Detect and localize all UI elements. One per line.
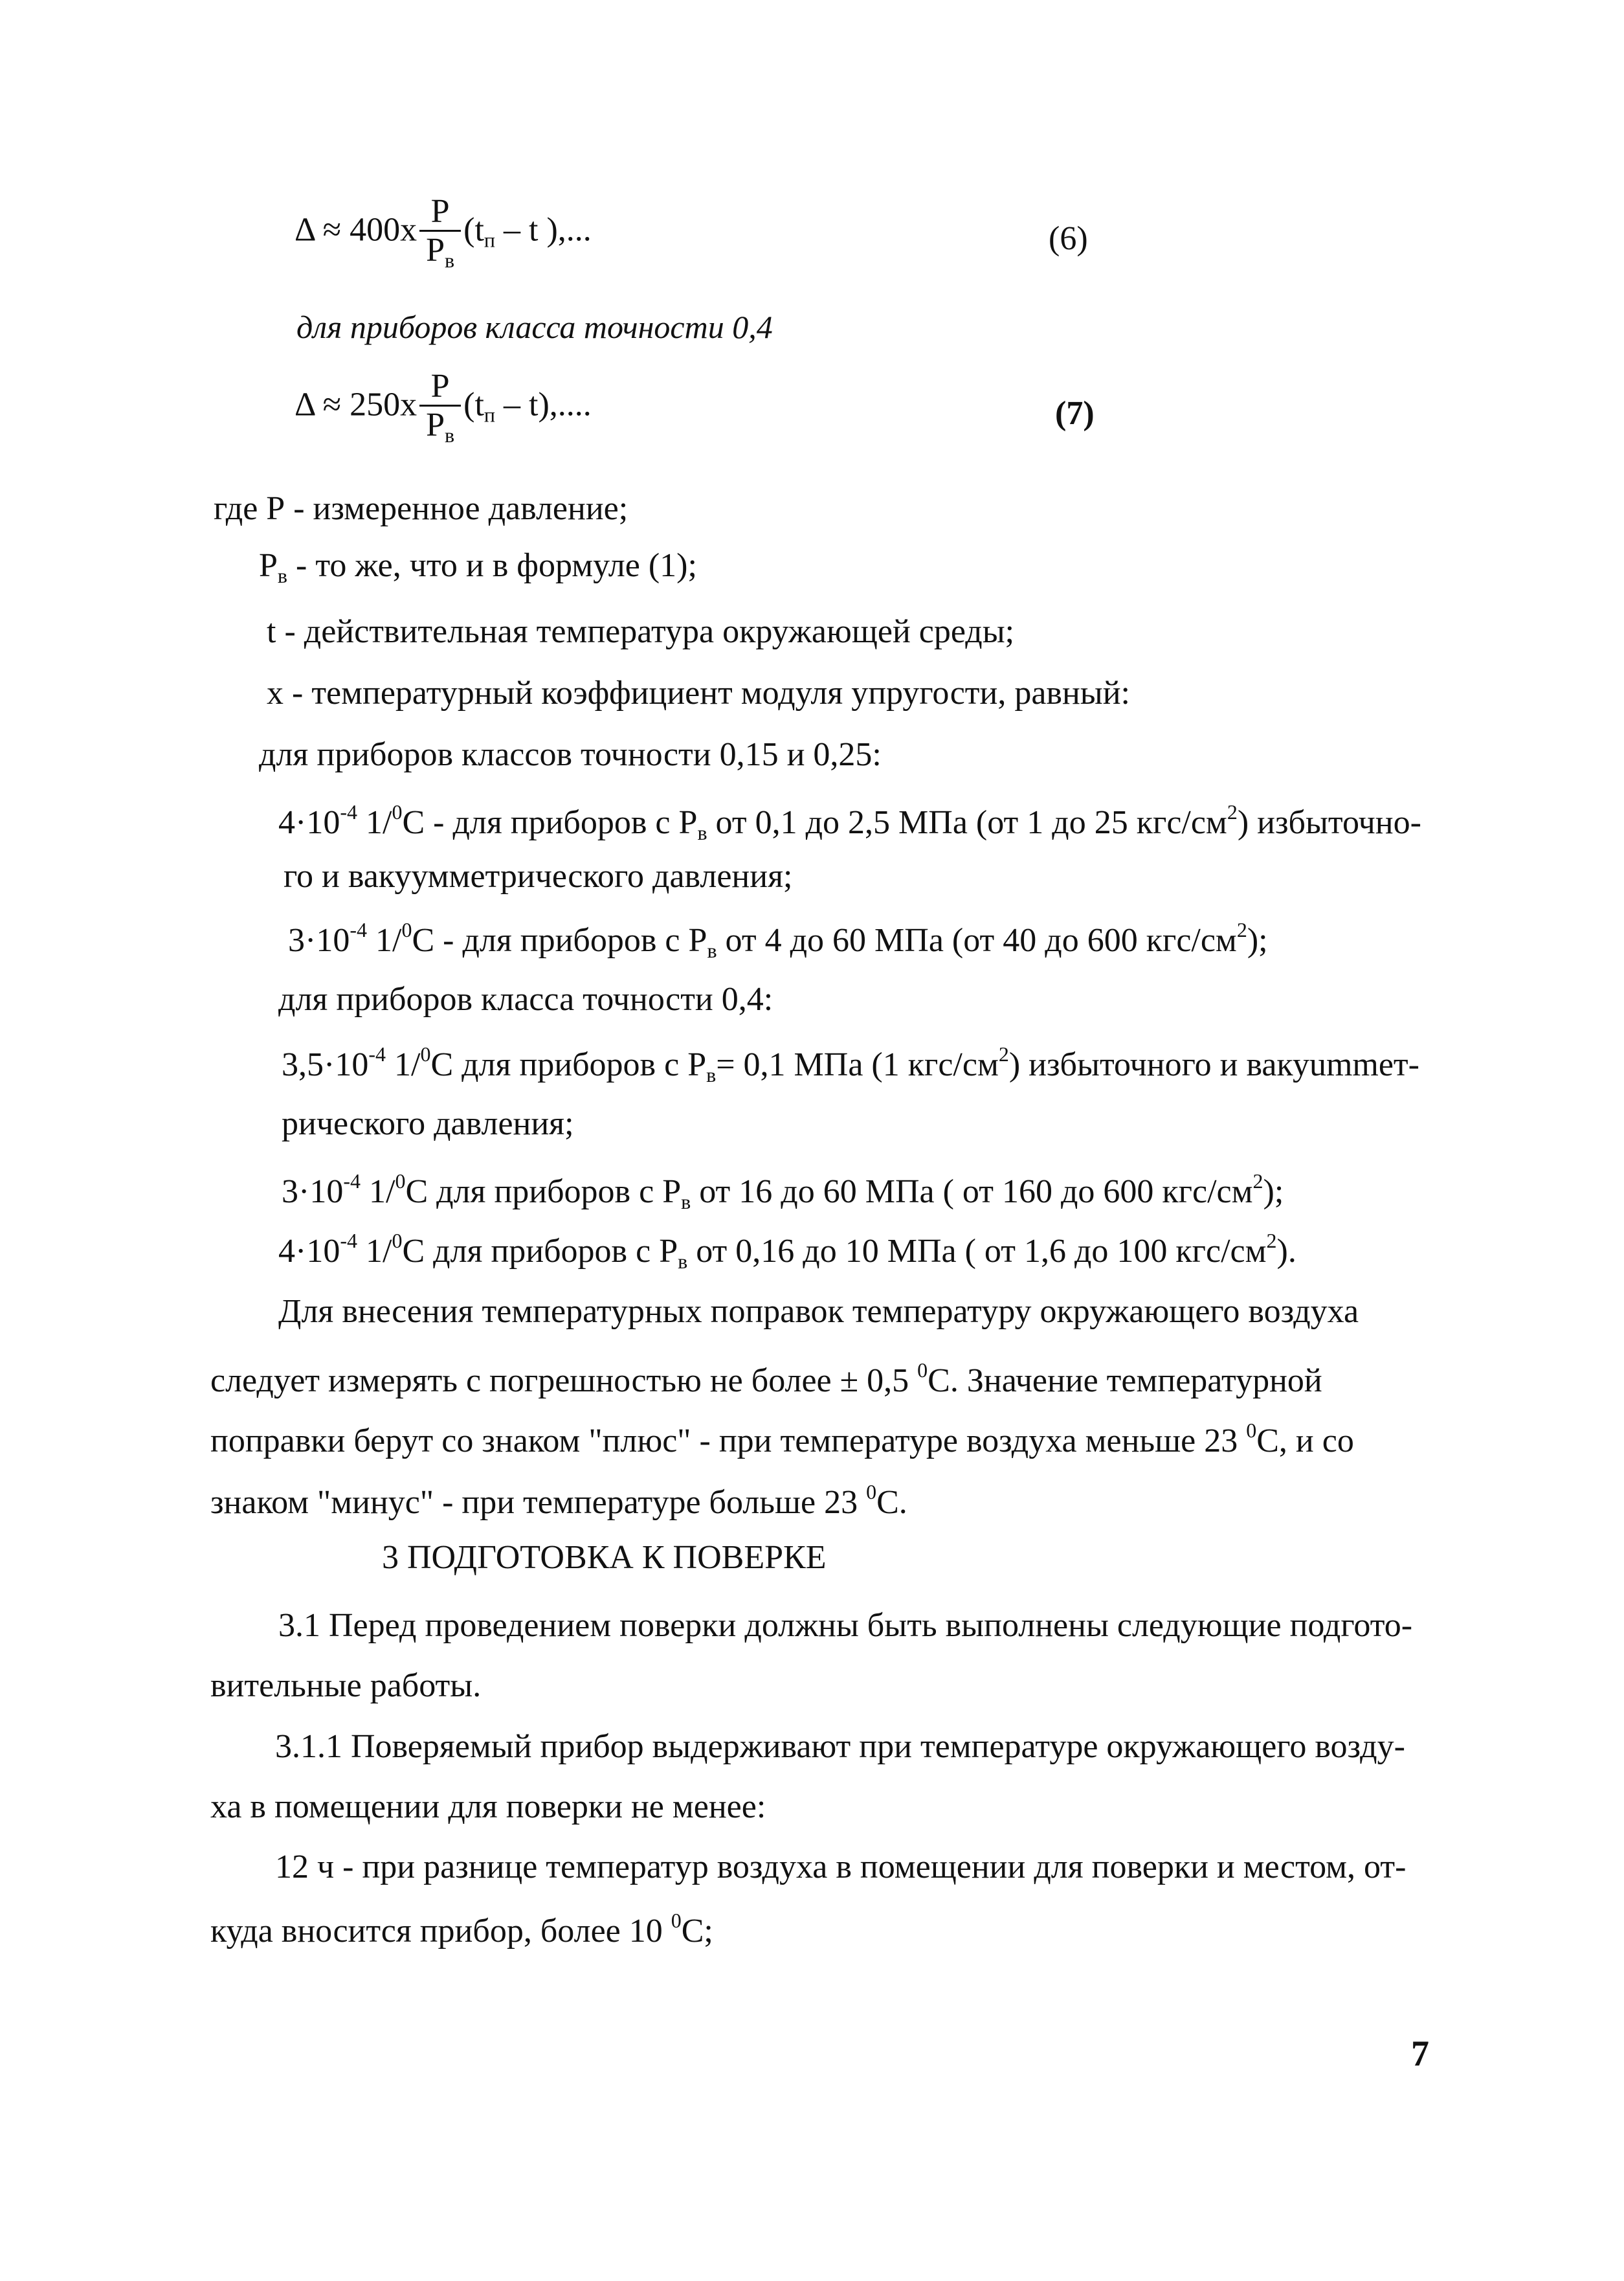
temp-para-line-1: Для внесения температурных поправок температуру окружающего воздуха: [278, 1293, 1359, 1330]
coef-line-1-cont: го и вакуумметрического давления;: [284, 858, 793, 895]
def-pv: $Р_в$ - то же, что и в формуле (1);: [259, 547, 697, 587]
coef-line-3: $3,5\cdot 10^{-4}$ 1/$^0$С для приборов с $Р_в= 0,1$ МПа (1 кгс/$см^2$) избыточного и вакуummет-: [282, 1042, 1419, 1086]
temp-para-line-2: следует измерять с погрешностью не более ± 0,5 $^0$С. Значение температурной: [210, 1358, 1322, 1399]
coef-line-3-cont: рического давления;: [282, 1105, 574, 1142]
temp-para-line-4: знаком "минус" - при температуре больше 23 $^0$С.: [210, 1480, 907, 1521]
para-12h-line-2: куда вносится прибор, более 10 $^0$С;: [210, 1909, 713, 1950]
equation-number-6: (6): [1049, 220, 1088, 257]
section-3-heading: 3 ПОДГОТОВКА К ПОВЕРКЕ: [382, 1539, 827, 1576]
para-12h-line-1: 12 ч - при разнице температур воздуха в помещении для поверки и местом, от-: [275, 1848, 1407, 1885]
para-3-1-line-2: вительные работы.: [210, 1667, 482, 1704]
coef-line-4: $3\cdot 10^{-4}$ 1/$^0$С для приборов с $Р_в$ от 16 до 60 МПа ( от 160 до 600 кгс/$см^2$);: [282, 1169, 1284, 1213]
class-04-label: для приборов класса точности 0,4: [296, 309, 773, 345]
coef-line-1: $4\cdot 10^{-4}$ 1/$^0$С - для приборов с $Р_в$ от 0,1 до 2,5 МПа (от 1 до 25 кгс/$см^2$) избыточно-: [278, 800, 1421, 844]
temp-para-line-3: поправки берут со знаком "плюс" - при температуре воздуха меньше 23 $^0$С, и со: [210, 1419, 1354, 1459]
formula-7-lhs: Δ ≈ 250x: [295, 386, 417, 423]
formula-6-fraction: $\frac{P}{P_в}$: [419, 194, 461, 271]
para-3-1-1-line-2: ха в помещении для поверки не менее:: [210, 1788, 766, 1825]
page-number: 7: [1411, 2034, 1429, 2074]
para-3-1-1-line-1: 3.1.1 Поверяемый прибор выдерживают при температуре окружающего возду-: [275, 1728, 1405, 1765]
formula-6: Δ ≈ 400x $\frac{P}{P_в}$ ($t_п$ – t ),...: [295, 193, 592, 272]
coef-line-5: $4\cdot 10^{-4}$ 1/$^0$С для приборов с $Р_в$ от 0,16 до 10 МПа ( от 1,6 до 100 кгс/$см^2$).: [278, 1229, 1296, 1273]
formula-7-fraction: $\frac{P}{P_в}$: [419, 369, 461, 446]
coef-line-2: $3\cdot 10^{-4}$ 1/$^0$С - для приборов с $Р_в$ от 4 до 60 МПа (от 40 до 600 кгс/$см^2$);: [288, 918, 1268, 962]
formula-7: Δ ≈ 250x $\frac{P}{P_в}$ $(t_п - t)$,....: [295, 368, 592, 447]
class-04-heading: для приборов класса точности 0,4:: [278, 981, 773, 1018]
formula-6-lhs: Δ ≈ 400x: [295, 211, 417, 249]
para-3-1-line-1: 3.1 Перед проведением поверки должны быть выполнены следующие подгото-: [278, 1607, 1413, 1644]
def-x: х - температурный коэффициент модуля упругости, равный:: [267, 675, 1130, 712]
classes-015-025-label: для приборов классов точности 0,15 и 0,25:: [259, 736, 882, 773]
def-t: t - действительная температура окружающей среды;: [267, 613, 1015, 650]
def-p: где Р - измеренное давление;: [214, 490, 628, 527]
equation-number-7: (7): [1055, 395, 1095, 432]
